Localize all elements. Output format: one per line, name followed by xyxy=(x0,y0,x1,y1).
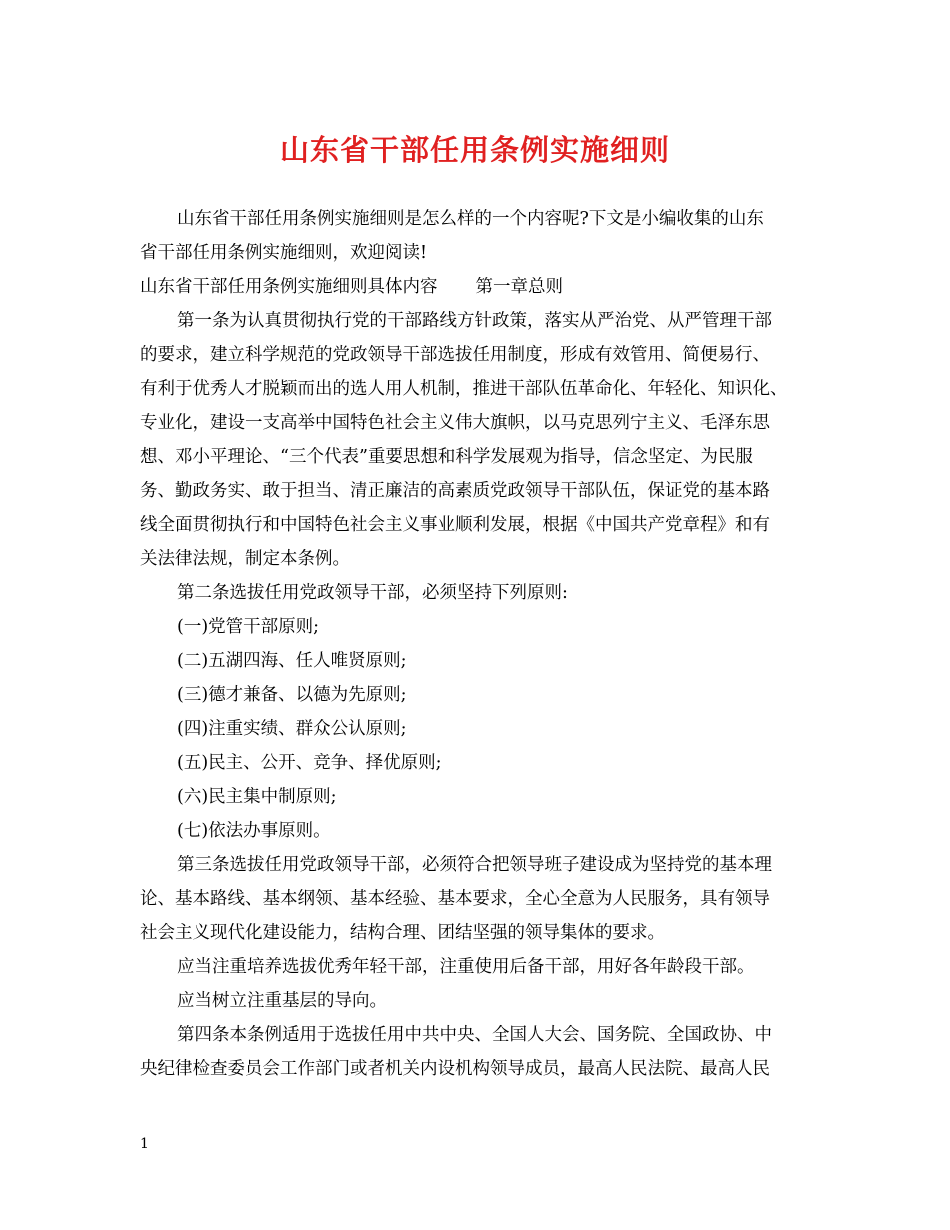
article-3-line: 论、基本路线、基本纲领、基本经验、基本要求，全心全意为人民服务，具有领导 xyxy=(140,889,770,909)
article-4-line: 央纪律检查委员会工作部门或者机关内设机构领导成员，最高人民法院、最高人民 xyxy=(140,1059,770,1079)
article-3-line: 社会主义现代化建设能力，结构合理、团结坚强的领导集体的要求。 xyxy=(140,923,665,943)
principle-item: (七)依法办事原则。 xyxy=(177,821,331,841)
principle-item: (五)民主、公开、竞争、择优原则; xyxy=(177,753,442,773)
article-1-line: 线全面贯彻执行和中国特色社会主义事业顺利发展，根据《中国共产党章程》和有 xyxy=(140,515,770,535)
note-line: 应当树立注重基层的导向。 xyxy=(177,991,387,1011)
article-1-line: 务、勤政务实、敢于担当、清正廉洁的高素质党政领导干部队伍，保证党的基本路 xyxy=(140,481,770,501)
article-4-line: 第四条本条例适用于选拔任用中共中央、全国人大会、国务院、全国政协、中 xyxy=(177,1025,772,1045)
intro-line: 省干部任用条例实施细则，欢迎阅读! xyxy=(140,243,428,263)
subheading-left: 山东省干部任用条例实施细则具体内容 xyxy=(140,277,438,297)
chapter-heading: 第一章总则 xyxy=(475,277,563,297)
document-body xyxy=(140,202,826,1086)
principle-item: (六)民主集中制原则; xyxy=(177,787,337,807)
article-2-intro: 第二条选拔任用党政领导干部，必须坚持下列原则: xyxy=(177,583,568,603)
article-1-line: 想、邓小平理论、“三个代表”重要思想和科学发展观为指导，信念坚定、为民服 xyxy=(140,447,753,467)
page-number: 1 xyxy=(140,1136,149,1152)
article-1-line: 的要求，建立科学规范的党政领导干部选拔任用制度，形成有效管用、简便易行、 xyxy=(140,345,770,365)
article-1-line: 第一条为认真贯彻执行党的干部路线方针政策，落实从严治党、从严管理干部 xyxy=(177,311,772,331)
principle-item: (四)注重实绩、群众公认原则; xyxy=(177,719,407,739)
document-title: 山东省干部任用条例实施细则 xyxy=(279,133,670,167)
principle-item: (一)党管干部原则; xyxy=(177,617,320,637)
principle-item: (二)五湖四海、任人唯贤原则; xyxy=(177,651,407,671)
section-subheading xyxy=(140,270,826,304)
note-line: 应当注重培养选拔优秀年轻干部，注重使用后备干部，用好各年龄段干部。 xyxy=(177,957,755,977)
intro-line: 山东省干部任用条例实施细则是怎么样的一个内容呢?下文是小编收集的山东 xyxy=(177,209,764,229)
article-1-line: 关法律法规，制定本条例。 xyxy=(140,549,350,569)
article-3-line: 第三条选拔任用党政领导干部，必须符合把领导班子建设成为坚持党的基本理 xyxy=(177,855,772,875)
article-1-line: 专业化，建设一支高举中国特色社会主义伟大旗帜，以马克思列宁主义、毛泽东思 xyxy=(140,413,770,433)
principle-item: (三)德才兼备、以德为先原则; xyxy=(177,685,407,705)
article-1-line: 有利于优秀人才脱颖而出的选人用人机制，推进干部队伍革命化、年轻化、知识化、 xyxy=(140,379,788,399)
